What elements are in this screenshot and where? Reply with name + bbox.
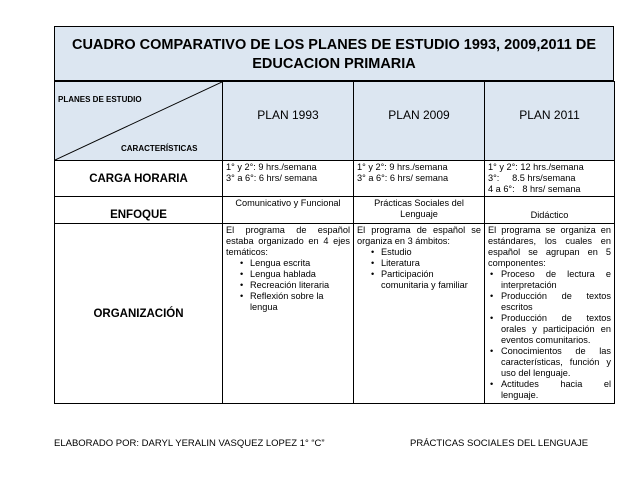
organizacion-1993-list	[226, 258, 350, 313]
list-item: • Reflexión sobre la lengua	[250, 291, 350, 313]
footer-subject: PRÁCTICAS SOCIALES DEL LENGUAJE	[410, 438, 589, 449]
enfoque-1993-cell: Comunicativo y Funcional	[223, 197, 354, 224]
title-line-1: CUADRO COMPARATIVO DE LOS PLANES DE ESTUDIO 1993, 2009,2011 DE	[71, 37, 597, 53]
row-label-enfoque: ENFOQUE	[55, 197, 223, 224]
organizacion-1993-intro: El programa de español estaba organizado en 4 ejes temáticos:	[226, 225, 350, 257]
list-item: • Conocimientos de las características, función y uso del lenguaje.	[501, 346, 611, 379]
carga-2011-line: 1° y 2°: 12 hrs./semana	[488, 162, 584, 172]
list-item: • Lengua hablada	[250, 269, 350, 280]
row-label-carga: CARGA HORARIA	[55, 161, 223, 197]
title-line-2: EDUCACION PRIMARIA	[252, 56, 416, 72]
list-item: • Literatura	[381, 258, 481, 269]
organizacion-2009-list	[357, 247, 481, 291]
organizacion-2009-intro: El programa de español se organiza en 3 ámbitos:	[357, 225, 481, 246]
organizacion-2011-cell	[485, 224, 615, 404]
carga-2009-line: 1° y 2°: 9 hrs./semana	[357, 162, 448, 172]
footer-author: ELABORADO POR: DARYL YERALIN VASQUEZ LOPEZ 1° “C”	[54, 438, 325, 449]
table-row-carga	[55, 161, 615, 197]
list-item: • Proceso de lectura e interpretación	[501, 269, 611, 291]
list-item: • Participación comunitaria y familiar	[381, 269, 481, 291]
enfoque-2011-cell	[485, 197, 615, 224]
list-item: • Producción de textos escritos	[501, 291, 611, 313]
plan-2009-header: PLAN 2009	[354, 82, 485, 161]
comparison-table	[54, 81, 615, 404]
organizacion-1993-cell	[223, 224, 354, 404]
carga-2011-cell	[485, 161, 615, 197]
table-header-row	[55, 82, 615, 161]
carga-1993-line: 1° y 2°: 9 hrs./semana	[226, 162, 317, 172]
caracteristicas-label: CARACTERÍSTICAS	[121, 144, 198, 153]
list-item: • Recreación literaria	[250, 280, 350, 291]
organizacion-2011-intro: El programa se organiza en estándares, los cuales en español se agrupan en 5 componentes:	[488, 225, 611, 268]
table-row-enfoque	[55, 197, 615, 224]
list-item: • Producción de textos orales y participación en eventos comunitarios.	[501, 313, 611, 346]
list-item: • Lengua escrita	[250, 258, 350, 269]
plan-2011-header: PLAN 2011	[485, 82, 615, 161]
organizacion-2009-cell	[354, 224, 485, 404]
plan-1993-header: PLAN 1993	[223, 82, 354, 161]
carga-2009-line: 3° a 6°: 6 hrs/ semana	[357, 173, 449, 183]
planes-de-estudio-label: PLANES DE ESTUDIO	[58, 95, 142, 104]
carga-2011-line: 4 a 6°: 8 hrs/ semana	[488, 184, 581, 194]
enfoque-2009-line: Lenguaje	[400, 209, 438, 219]
organizacion-2011-list	[488, 269, 611, 401]
carga-1993-cell	[223, 161, 354, 197]
list-item: • Actitudes hacia el lenguaje.	[501, 379, 611, 401]
carga-2011-line: 3°: 8.5 hrs/semana	[488, 173, 576, 183]
table-row-organizacion	[55, 224, 615, 404]
enfoque-2009-cell	[354, 197, 485, 224]
row-label-organizacion: ORGANIZACIÓN	[55, 224, 223, 404]
carga-2009-cell	[354, 161, 485, 197]
enfoque-2009-line: Prácticas Sociales del	[374, 198, 464, 208]
enfoque-2011-text: Didáctico	[530, 210, 569, 220]
list-item: • Estudio	[381, 247, 481, 258]
diagonal-header-cell	[55, 82, 223, 161]
document-title	[54, 26, 614, 81]
carga-1993-line: 3° a 6°: 6 hrs/ semana	[226, 173, 318, 183]
